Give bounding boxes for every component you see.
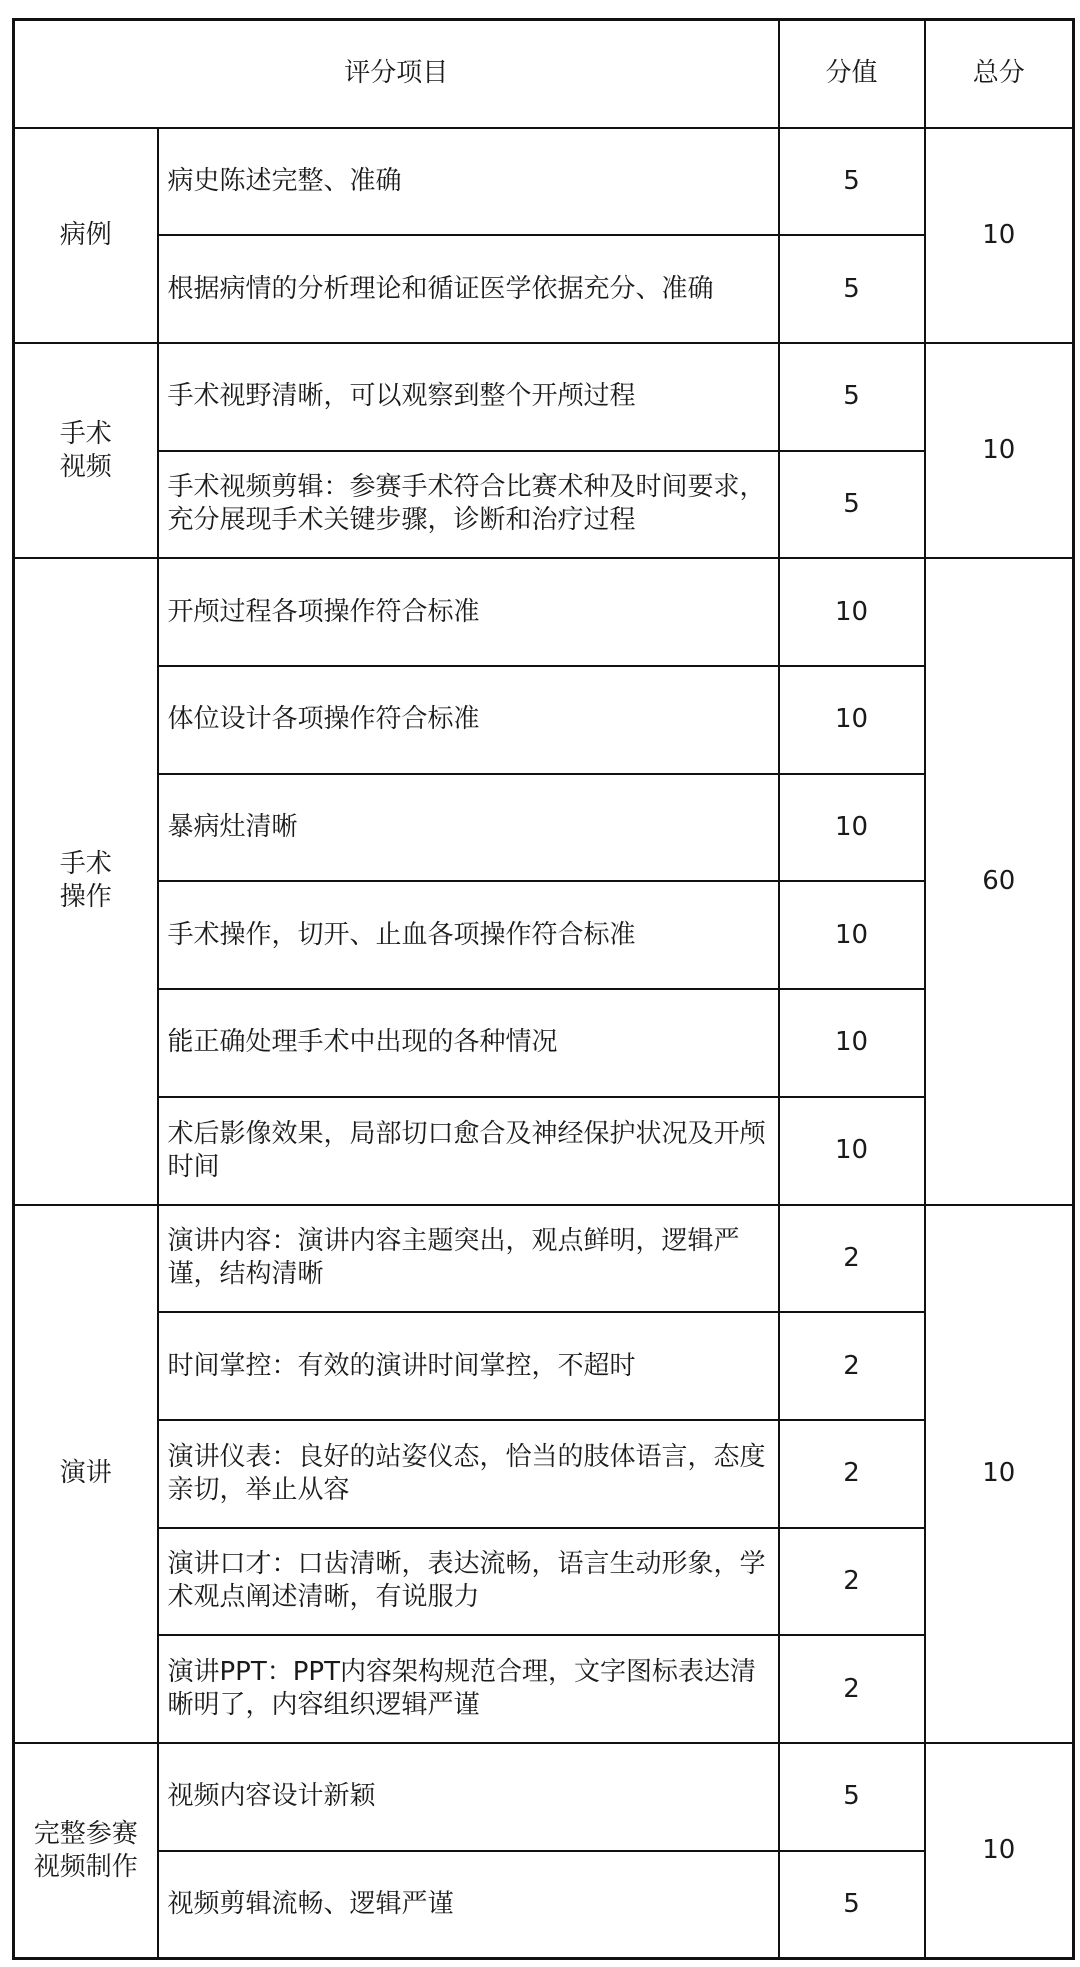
- table-row: [14, 451, 1074, 559]
- score-cell: 10: [779, 989, 925, 1097]
- total-cell: 60: [925, 558, 1074, 1204]
- category-cell: 手术 操作: [14, 558, 158, 1204]
- score-cell: 2: [779, 1312, 925, 1420]
- score-table: [12, 18, 1075, 1960]
- table-row: [14, 128, 1074, 236]
- table-row: [14, 1743, 1074, 1851]
- item-cell: 手术操作，切开、止血各项操作符合标准: [158, 881, 779, 989]
- score-cell: 2: [779, 1528, 925, 1636]
- score-cell: 2: [779, 1205, 925, 1313]
- score-cell: 5: [779, 451, 925, 559]
- item-cell: 演讲仪表：良好的站姿仪态，恰当的肢体语言，态度亲切，举止从容: [158, 1420, 779, 1528]
- table-row: [14, 1635, 1074, 1743]
- score-cell: 5: [779, 128, 925, 236]
- score-cell: 2: [779, 1420, 925, 1528]
- item-cell: 体位设计各项操作符合标准: [158, 666, 779, 774]
- table-row: [14, 774, 1074, 882]
- total-cell: 10: [925, 1205, 1074, 1744]
- table-row: [14, 1205, 1074, 1313]
- table-header: [14, 20, 1074, 128]
- table-row: [14, 1097, 1074, 1205]
- table-row: [14, 343, 1074, 451]
- item-cell: 手术视野清晰，可以观察到整个开颅过程: [158, 343, 779, 451]
- score-cell: 10: [779, 558, 925, 666]
- score-cell: 10: [779, 881, 925, 989]
- total-cell: 10: [925, 128, 1074, 343]
- item-cell: 演讲内容：演讲内容主题突出，观点鲜明，逻辑严谨，结构清晰: [158, 1205, 779, 1313]
- table-row: [14, 666, 1074, 774]
- category-cell: 完整参赛 视频制作: [14, 1743, 158, 1958]
- category-cell: 病例: [14, 128, 158, 343]
- header-row: [14, 20, 1074, 128]
- header-total: 总分: [925, 20, 1074, 128]
- total-cell: 10: [925, 343, 1074, 558]
- score-cell: 2: [779, 1635, 925, 1743]
- score-cell: 5: [779, 343, 925, 451]
- header-score: 分值: [779, 20, 925, 128]
- table-row: [14, 1851, 1074, 1959]
- table-row: [14, 1312, 1074, 1420]
- item-cell: 演讲口才：口齿清晰，表达流畅，语言生动形象，学术观点阐述清晰，有说服力: [158, 1528, 779, 1636]
- table-row: [14, 1528, 1074, 1636]
- score-cell: 10: [779, 774, 925, 882]
- item-cell: 视频剪辑流畅、逻辑严谨: [158, 1851, 779, 1959]
- item-cell: 病史陈述完整、准确: [158, 128, 779, 236]
- item-cell: 术后影像效果，局部切口愈合及神经保护状况及开颅时间: [158, 1097, 779, 1205]
- score-cell: 10: [779, 1097, 925, 1205]
- score-cell: 5: [779, 1743, 925, 1851]
- category-cell: 手术 视频: [14, 343, 158, 558]
- item-cell: 暴病灶清晰: [158, 774, 779, 882]
- item-cell: 开颅过程各项操作符合标准: [158, 558, 779, 666]
- score-cell: 5: [779, 1851, 925, 1959]
- score-cell: 5: [779, 235, 925, 343]
- item-cell: 能正确处理手术中出现的各种情况: [158, 989, 779, 1097]
- item-cell: 时间掌控：有效的演讲时间掌控，不超时: [158, 1312, 779, 1420]
- category-cell: 演讲: [14, 1205, 158, 1744]
- score-cell: 10: [779, 666, 925, 774]
- table-row: [14, 235, 1074, 343]
- header-item: 评分项目: [14, 20, 779, 128]
- total-cell: 10: [925, 1743, 1074, 1958]
- item-cell: 根据病情的分析理论和循证医学依据充分、准确: [158, 235, 779, 343]
- item-cell: 视频内容设计新颖: [158, 1743, 779, 1851]
- table-row: [14, 881, 1074, 989]
- table-row: [14, 989, 1074, 1097]
- table-row: [14, 558, 1074, 666]
- item-cell: 手术视频剪辑：参赛手术符合比赛术种及时间要求，充分展现手术关键步骤，诊断和治疗过程: [158, 451, 779, 559]
- table-row: [14, 1420, 1074, 1528]
- table-body: [14, 128, 1074, 1959]
- item-cell: 演讲PPT：PPT内容架构规范合理，文字图标表达清晰明了，内容组织逻辑严谨: [158, 1635, 779, 1743]
